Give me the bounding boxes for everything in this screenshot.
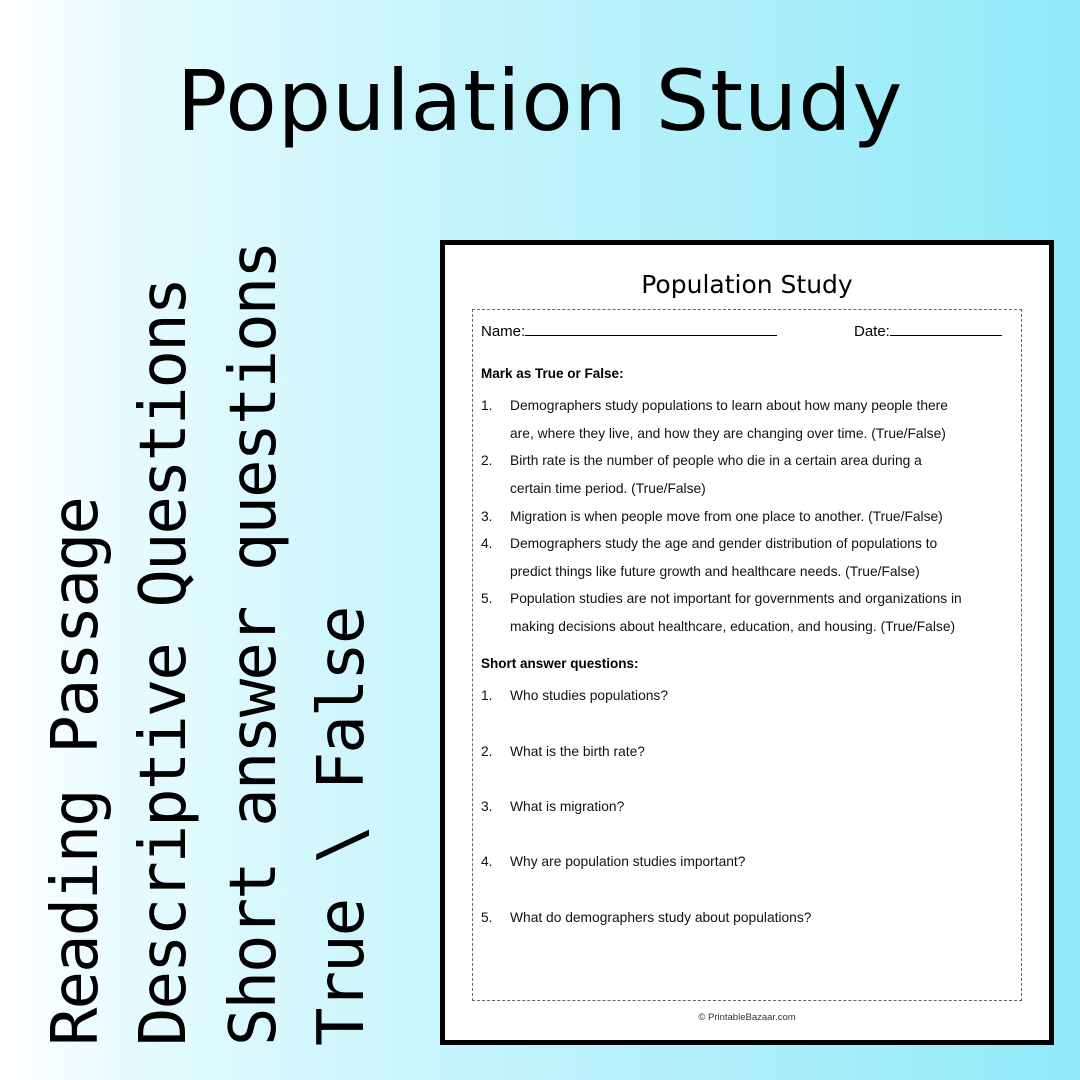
item-text-line: Migration is when people move from one place to another. (True/False) — [510, 509, 943, 524]
item-text-line: certain time period. (True/False) — [510, 481, 706, 496]
name-label: Name: — [481, 323, 526, 340]
short-answer-item — [481, 738, 1001, 766]
item-text-line: are, where they live, and how they are changing over time. (True/False) — [510, 426, 946, 441]
true-false-item — [481, 392, 1001, 448]
date-field — [854, 323, 1002, 340]
true-false-item — [481, 503, 1001, 531]
item-number: 2. — [481, 744, 493, 759]
item-number: 1. — [481, 688, 493, 703]
true-false-heading: Mark as True or False: — [481, 366, 624, 381]
item-text-line: Demographers study populations to learn about how many people there — [510, 398, 948, 413]
item-text-line: Population studies are not important for governments and organizations in — [510, 591, 962, 606]
copyright-footer: © PrintableBazaar.com — [698, 1012, 796, 1023]
date-line — [890, 323, 1002, 336]
name-field — [481, 323, 777, 340]
short-answer-item — [481, 904, 1001, 932]
item-text-line: Why are population studies important? — [510, 854, 746, 869]
item-text-line: predict things like future growth and healthcare needs. (True/False) — [510, 564, 920, 579]
item-number: 3. — [481, 799, 493, 814]
short-answer-item — [481, 682, 1001, 710]
worksheet-preview — [440, 240, 1054, 1045]
item-text-line: What do demographers study about populations? — [510, 910, 812, 925]
item-number: 5. — [481, 591, 493, 606]
short-answer-heading: Short answer questions: — [481, 656, 639, 671]
item-number: 5. — [481, 910, 493, 925]
item-text-line: Who studies populations? — [510, 688, 668, 703]
name-line — [525, 323, 777, 336]
side-line-true-false: True \ False — [305, 607, 379, 1046]
item-text-line: What is the birth rate? — [510, 744, 645, 759]
short-answer-item — [481, 848, 1001, 876]
side-line-descriptive-questions: Descriptive Questions — [127, 278, 201, 1046]
item-number: 4. — [481, 854, 493, 869]
date-label: Date: — [854, 323, 890, 340]
true-false-item — [481, 585, 1001, 641]
item-text-line: Birth rate is the number of people who die in a certain area during a — [510, 453, 922, 468]
item-number: 2. — [481, 453, 493, 468]
item-number: 1. — [481, 398, 493, 413]
true-false-item — [481, 530, 1001, 586]
worksheet-content-frame — [472, 309, 1022, 1001]
banner-title: Population Study — [176, 52, 904, 150]
item-number: 4. — [481, 536, 493, 551]
item-text-line: Demographers study the age and gender distribution of populations to — [510, 536, 938, 551]
item-text-line: What is migration? — [510, 799, 625, 814]
item-number: 3. — [481, 509, 493, 524]
side-line-short-answer-questions: Short answer questions — [217, 242, 291, 1046]
worksheet-title: Population Study — [641, 270, 853, 299]
side-line-reading-passage: Reading Passage — [39, 498, 113, 1046]
item-text-line: making decisions about healthcare, education, and housing. (True/False) — [510, 619, 956, 634]
short-answer-item — [481, 793, 1001, 821]
true-false-item — [481, 447, 1001, 503]
